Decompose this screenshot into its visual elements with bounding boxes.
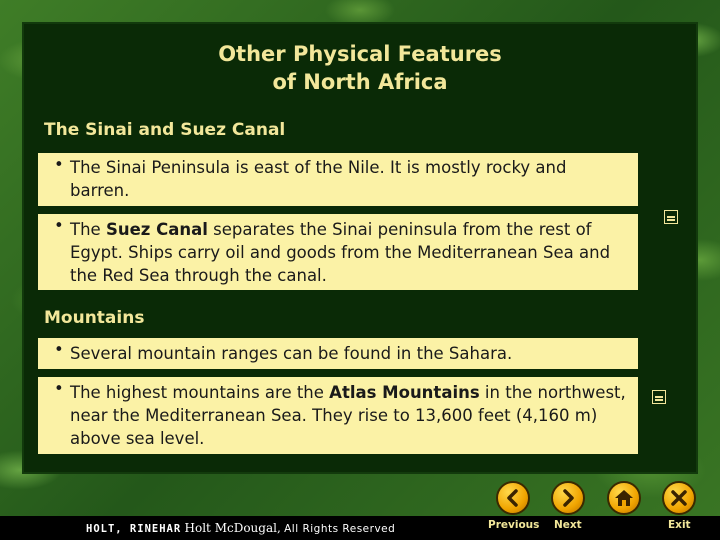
- close-icon: [669, 488, 689, 508]
- bullet-text-post: separates the Sinai peninsula from the rest of Egypt. Ships carry oil and goods from the Mediterranean Sea and the Red Sea through the canal.: [70, 220, 611, 285]
- bullet-dot: •: [54, 340, 64, 359]
- bullet-text-pre: The highest mountains are the: [70, 383, 330, 402]
- bullet-text: Several mountain ranges can be found in the Sahara.: [70, 344, 513, 363]
- bullet-sinai-peninsula: [46, 153, 630, 206]
- slide-title-line-2: of North Africa: [272, 70, 448, 94]
- bullet-text: The Sinai Peninsula is east of the Nile. It is mostly rocky and barren.: [70, 158, 567, 200]
- bullet-atlas-mountains: [46, 377, 630, 454]
- note-icon[interactable]: [664, 210, 678, 224]
- bullet-dot: •: [54, 155, 64, 174]
- footer-rights: All Rights Reserved: [284, 523, 396, 535]
- next-button[interactable]: [551, 481, 585, 515]
- bullet-dot: •: [54, 216, 64, 235]
- footer-copyright: [86, 521, 395, 535]
- exit-button[interactable]: [662, 481, 696, 515]
- footer-publisher: Holt McDougal,: [184, 521, 281, 535]
- slide-title-line-1: Other Physical Features: [218, 42, 502, 66]
- section-heading-mountains: Mountains: [44, 308, 145, 328]
- arrow-right-icon: [558, 488, 578, 508]
- bullet-mountain-ranges: [46, 338, 630, 369]
- box-separator: [38, 369, 638, 377]
- bullet-dot: •: [54, 379, 64, 398]
- slide-panel: [22, 22, 698, 474]
- home-button[interactable]: [607, 481, 641, 515]
- bullet-text-pre: The: [70, 220, 106, 239]
- exit-label[interactable]: Exit: [668, 519, 691, 531]
- content-box-sinai: [38, 153, 638, 290]
- note-icon[interactable]: [652, 390, 666, 404]
- home-icon: [614, 488, 634, 508]
- content-box-mountains: [38, 338, 638, 454]
- previous-button[interactable]: [496, 481, 530, 515]
- bullet-text-bold: Atlas Mountains: [329, 383, 480, 402]
- next-label[interactable]: Next: [554, 519, 582, 531]
- previous-label[interactable]: Previous: [488, 519, 540, 531]
- bullet-text-bold: Suez Canal: [105, 220, 208, 239]
- slide-title: [24, 40, 696, 96]
- section-heading-sinai: The Sinai and Suez Canal: [44, 120, 286, 140]
- arrow-left-icon: [503, 488, 523, 508]
- bullet-text-post: in the northwest, near the Mediterranean Sea. They rise to 13,600 feet (4,160 m) above sea level.: [70, 383, 626, 448]
- bullet-suez-canal: [46, 214, 630, 290]
- box-separator: [38, 206, 638, 214]
- footer-brand: HOLT, RINEHAR: [86, 523, 182, 535]
